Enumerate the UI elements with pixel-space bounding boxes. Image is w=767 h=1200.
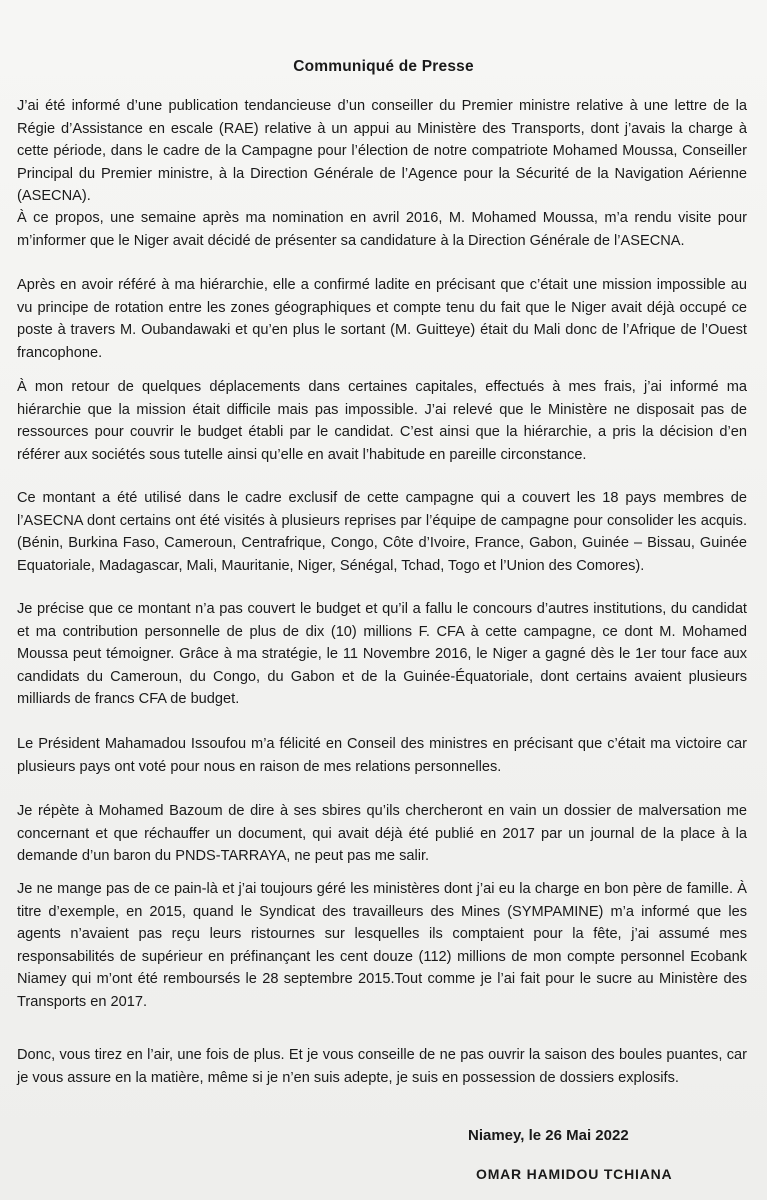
paragraph-9: Je ne mange pas de ce pain-là et j’ai toujours géré les ministères dont j’ai eu la charge en bon père de famille. À titre d’exemple, en 2015, quand le Syndicat des travailleurs des Mines (SYMPAMINE) m’a informé que les agents n’avaient pas reçu leurs ristournes sur lesquelles ils comptaient pour la fête, j’ai assumé mes responsabilités de supérieur en préfinançant les cent douze (112) millions de mon compte personnel Ecobank Niamey qui m’ont été remboursés le 28 septembre 2015.Tout comme je l’ai fait pour le sucre au Ministère des Transports en 2017. [17, 881, 747, 1010]
paragraph-8: Je répète à Mohamed Bazoum de dire à ses sbires qu’ils chercheront en vain un dossier de malversation me concernant et que réchauffer un document, qui avait déjà été publié en 2017 par un journal de la place à la demande d’un baron du PNDS-TARRAYA, ne peut pas me salir. [17, 803, 747, 864]
paragraph-10: Donc, vous tirez en l’air, une fois de plus. Et je vous conseille de ne pas ouvrir la saison des boules puantes, car je vous assure en la matière, même si je n’en suis adepte, je suis en possession de dossiers explosifs. [17, 1047, 747, 1086]
paragraph-3: Après en avoir référé à ma hiérarchie, elle a confirmé ladite en précisant que c’était une mission impossible au vu principe de rotation entre les zones géographiques et compte tenu du fait que le Niger avait déjà occupé ce poste à travers M. Oubandawaki et qu’en plus le sortant (M. Guitteye) était du Mali donc de l’Afrique de l’Ouest francophone. [17, 277, 747, 361]
signatory-name: OMAR HAMIDOU TCHIANA [476, 1166, 673, 1182]
place-and-date: Niamey, le 26 Mai 2022 [468, 1127, 629, 1144]
paragraph-5: Ce montant a été utilisé dans le cadre exclusif de cette campagne qui a couvert les 18 pays membres de l’ASECNA dont certains ont été visités à plusieurs reprises par l’équipe de campagne pour consolider les acquis. (Bénin, Burkina Faso, Cameroun, Centrafrique, Congo, Côte d’Ivoire, France, Gabon, Guinée – Bissau, Guinée Equatoriale, Madagascar, Mali, Mauritanie, Niger, Sénégal, Tchad, Togo et l’Union des Comores). [17, 490, 747, 574]
paragraph-1: J’ai été informé d’une publication tendancieuse d’un conseiller du Premier ministre relative à une lettre de la Régie d’Assistance en escale (RAE) relative à un appui au Ministère des Transports, dont j’avais la charge à cette période, dans le cadre de la Campagne pour l’élection de notre compatriote Mohamed Moussa, Conseiller Principal du Premier ministre, à la Direction Générale de l’Agence pour la Sécurité de la Navigation Aérienne (ASECNA). [17, 98, 747, 204]
document-title: Communiqué de Presse [293, 58, 474, 75]
paragraph-2: À ce propos, une semaine après ma nomination en avril 2016, M. Mohamed Moussa, m’a rendu visite pour m’informer que le Niger avait décidé de présenter sa candidature à la Direction Générale de l’ASECNA. [17, 210, 747, 249]
paragraph-7: Le Président Mahamadou Issoufou m’a félicité en Conseil des ministres en précisant que c’était ma victoire car plusieurs pays ont voté pour nous en raison de mes relations personnelles. [17, 736, 747, 775]
paragraph-6: Je précise que ce montant n’a pas couvert le budget et qu’il a fallu le concours d’autres institutions, du candidat et ma contribution personnelle de plus de dix (10) millions F. CFA à cette campagne, ce dont M. Mohamed Moussa peut témoigner. Grâce à ma stratégie, le 11 Novembre 2016, le Niger a gagné dès le 1er tour face aux candidats du Cameroun, du Congo, du Gabon et de la Guinée-Équatoriale, dont certains avaient plusieurs milliards de francs CFA de budget. [17, 601, 747, 707]
paragraph-4: À mon retour de quelques déplacements dans certaines capitales, effectués à mes frais, j’ai informé ma hiérarchie que la mission était difficile mais pas impossible. J’ai relevé que le Ministère ne disposait pas de ressources pour couvrir le budget établi par le candidat. C’est ainsi que la hiérarchie, a pris la décision d’en référer aux sociétés sous tutelle ainsi qu’elle en avait l’habitude en pareille circonstance. [17, 379, 747, 463]
